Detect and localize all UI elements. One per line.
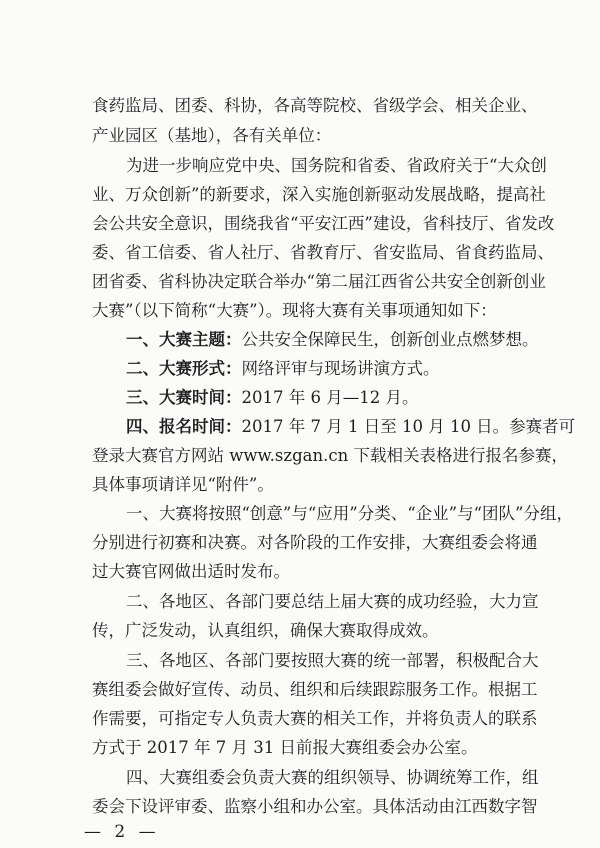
para1-line-1: 一、大赛将按照“创意”与“应用”分类、“企业”与“团队”分组， [126,504,573,523]
item-format [126,359,440,379]
para3-line-3: 作需要，可指定专人负责大赛的相关工作，并将负责人的联系 [92,709,538,728]
item-registration [126,417,575,437]
item-format-label: 二、大赛形式： [126,359,242,378]
item-registration-text: 2017 年 7 月 1 日至 10 月 10 日。参赛者可 [241,417,576,436]
para3-line-4: 方式于 2017 年 7 月 31 日前报大赛组委会办公室。 [92,738,478,757]
item-registration-label: 四、报名时间： [126,417,242,436]
opening-line-1: 食药监局、团委、科协，各高等院校、省级学会、相关企业、 [92,96,538,115]
opening-line-2: 产业园区（基地），各有关单位： [92,126,332,145]
item-time-text: 2017 年 6 月—12 月。 [241,388,419,407]
item-theme-label: 一、大赛主题： [126,330,242,349]
intro-line-5: 团省委、省科协决定联合举办“第二届江西省公共安全创新创业 [92,272,546,291]
registration-line-2: 登录大赛官方网站 www.szgan.cn 下载相关表格进行报名参赛， [92,446,568,465]
para2-line-2: 传，广泛发动，认真组织，确保大赛取得成效。 [92,621,439,640]
page-number: — 2 — [84,822,160,842]
para2-line-1: 二、各地区、各部门要总结上届大赛的成功经验，大力宣 [126,592,539,611]
item-time [126,388,418,408]
para1-line-2: 分别进行初赛和决赛。对各阶段的工作安排，大赛组委会将通 [92,533,538,552]
item-format-text: 网络评审与现场讲演方式。 [241,359,440,378]
intro-line-2: 业、万众创新”的新要求，深入实施创新驱动发展战略，提高社 [92,185,546,204]
registration-line-3: 具体事项请详见“附件”。 [92,475,274,494]
intro-line-4: 委、省工信委、省人社厅、省教育厅、省安监局、省食药监局、 [92,243,554,262]
item-time-label: 三、大赛时间： [126,388,242,407]
para4-line-1: 四、大赛组委会负责大赛的组织领导、协调统筹工作，组 [126,768,539,787]
intro-line-3: 会公共安全意识，围绕我省“平安江西”建设，省科技厅、省发改 [92,214,555,233]
item-theme-text: 公共安全保障民生，创新创业点燃梦想。 [241,330,539,349]
intro-line-6: 大赛”（以下简称“大赛”）。现将大赛有关事项通知如下： [92,301,497,320]
para3-line-1: 三、各地区、各部门要按照大赛的统一部署，积极配合大 [126,651,539,670]
para4-line-2: 委会下设评审委、监察小组和办公室。具体活动由江西数字智 [92,797,538,816]
item-theme [126,330,539,350]
para1-line-3: 过大赛官网做出适时发布。 [92,562,290,581]
intro-line-1: 为进一步响应党中央、国务院和省委、省政府关于“大众创 [126,156,547,175]
para3-line-2: 赛组委会做好宣传、动员、组织和后续跟踪服务工作。根据工 [92,680,538,699]
